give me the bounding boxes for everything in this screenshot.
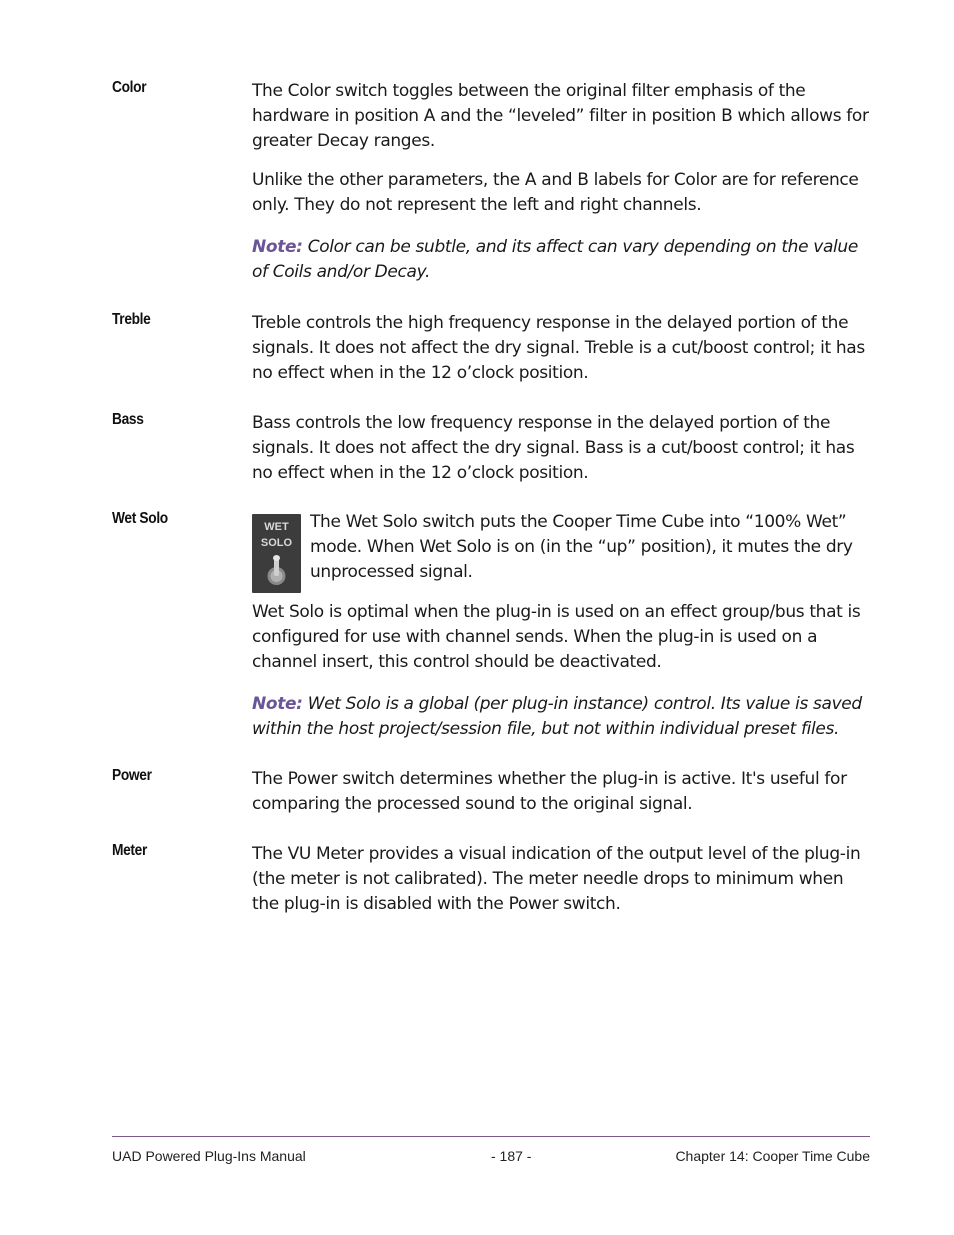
toggle-switch-icon	[252, 514, 301, 593]
term-wet-solo: Wet Solo	[112, 510, 168, 527]
color-note-text: Color can be subtle, and its affect can vary depending on the value of Coils and/or Decay.	[252, 237, 858, 282]
color-paragraph-2: Unlike the other parameters, the A and B labels for Color are for reference only. They do not represent the left and right channels.	[252, 170, 859, 215]
wet-solo-image-label-1: WET	[264, 521, 289, 533]
footer-chapter-title: Chapter 14: Cooper Time Cube	[675, 1148, 870, 1164]
term-color: Color	[112, 79, 147, 96]
wet-solo-note	[252, 692, 872, 742]
treble-paragraph: Treble controls the high frequency response in the delayed portion of the signals. It does not affect the dry signal. Treble is a cut/boost control; it has no effect when in the 12 o’clock position.	[252, 313, 865, 383]
footer-divider	[112, 1136, 870, 1137]
term-meter: Meter	[112, 842, 147, 859]
wet-solo-paragraph-1: The Wet Solo switch puts the Cooper Time Cube into “100% Wet” mode. When Wet Solo is on (in the “up” position), it mutes the dry unprocessed signal.	[310, 512, 853, 582]
meter-paragraph: The VU Meter provides a visual indication of the output level of the plug-in (the meter is not calibrated). The meter needle drops to minimum when the plug-in is disabled with the Power switch.	[252, 844, 861, 914]
color-paragraph-1: The Color switch toggles between the original filter emphasis of the hardware in position A and the “leveled” filter in position B which allows for greater Decay ranges.	[252, 81, 869, 151]
power-paragraph: The Power switch determines whether the plug-in is active. It's useful for comparing the processed sound to the original signal.	[252, 769, 847, 814]
wet-solo-switch-image	[252, 514, 301, 593]
color-note	[252, 235, 872, 285]
note-label: Note:	[252, 694, 303, 714]
bass-paragraph: Bass controls the low frequency response in the delayed portion of the signals. It does not affect the dry signal. Bass is a cut/boost control; it has no effect when in the 12 o’clock position.	[252, 413, 855, 483]
footer-manual-title: UAD Powered Plug-Ins Manual	[112, 1148, 306, 1164]
wet-solo-note-text: Wet Solo is a global (per plug-in instance) control. Its value is saved within the host project/session file, but not within individual preset files.	[252, 694, 862, 739]
term-power: Power	[112, 767, 152, 784]
wet-solo-paragraph-2: Wet Solo is optimal when the plug-in is used on an effect group/bus that is configured for use with channel sends. When the plug-in is used on a channel insert, this control should be deactivated.	[252, 602, 861, 672]
term-treble: Treble	[112, 311, 151, 328]
note-label: Note:	[252, 237, 303, 257]
wet-solo-image-label-2: SOLO	[260, 537, 293, 549]
term-bass: Bass	[112, 411, 144, 428]
footer-page-number: - 187 -	[491, 1148, 532, 1164]
